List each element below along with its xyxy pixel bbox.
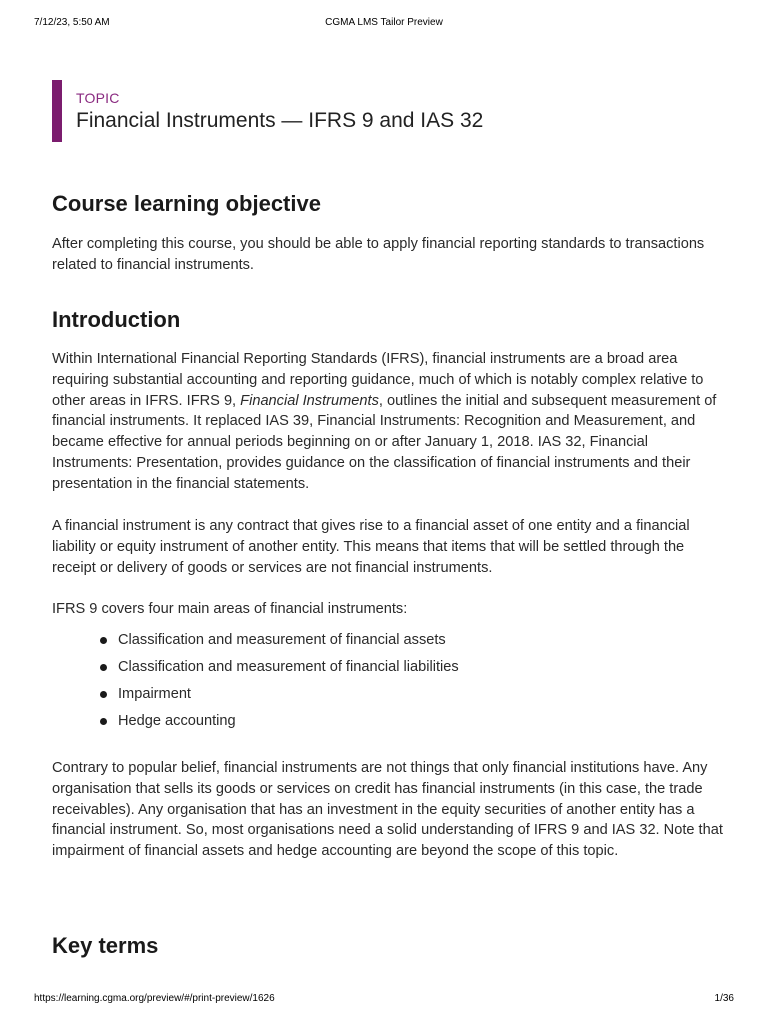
topic-label: TOPIC [76, 90, 120, 106]
topic-title: Financial Instruments — IFRS 9 and IAS 32 [76, 109, 484, 132]
print-url: https://learning.cgma.org/preview/#/print-preview/1626 [34, 993, 275, 1004]
page-number: 1/36 [714, 993, 734, 1004]
introduction-paragraph-4: Contrary to popular belief, financial instruments are not things that only financial institutions have. Any organisation that sells its goods or services on credit has financial instruments (in this case, the trade receivables). Any organisation that has an investment in the equity securities of another entity has a financial instrument. So, most organisations need a solid understanding of IFRS 9 and IAS 32. Note that impairment of financial assets and hedge accounting are beyond the scope of this topic. [52, 760, 723, 860]
print-date: 7/12/23, 5:50 AM [34, 17, 110, 28]
ifrs9-areas-list [52, 630, 724, 738]
topic-accent-bar [52, 80, 62, 142]
list-item-text: Classification and measurement of financial liabilities [118, 659, 459, 675]
intro-p1-text-end: , outlines the initial and subsequent measurement of financial instruments. It replaced IAS 39, Financial Instruments: Recognition and Measurement, and became effective for annual periods beginning on or after January 1, 2018. IAS 32, Financial Instruments: Presentation, provides guidance on the classification of financial instruments and their presentation in the financial statements. [52, 392, 717, 492]
bullet-icon [100, 691, 107, 698]
bullet-icon [100, 664, 107, 671]
print-footer [34, 993, 734, 1007]
objective-text: After completing this course, you should be able to apply financial reporting standards to transactions related to financial instruments. [52, 236, 705, 273]
intro-p1-italic-title: Financial Instruments [240, 392, 379, 409]
introduction-paragraph-2: A financial instrument is any contract that gives rise to a financial asset of one entity and a financial liability or equity instrument of another entity. This means that items that will be settled through the receipt or delivery of goods or services are not financial instruments. [52, 518, 690, 576]
objective-heading: Course learning objective [52, 191, 321, 216]
intro-p1-text-start: Within International Financial Reporting Standards (IFRS), financial instruments are a broad area requiring substantial accounting and reporting guidance, much of which is notably complex relative to other areas in IFRS. IFRS 9, [52, 351, 704, 409]
list-item-text: Impairment [118, 686, 191, 702]
list-item [52, 630, 724, 657]
bullet-icon [100, 718, 107, 725]
print-page-title: CGMA LMS Tailor Preview [325, 17, 443, 28]
topic-banner [52, 80, 712, 142]
print-header [34, 17, 734, 31]
list-item [52, 684, 724, 711]
bullet-icon [100, 637, 107, 644]
introduction-paragraph-1 [52, 349, 724, 495]
list-item-text: Classification and measurement of financial assets [118, 632, 446, 648]
list-item [52, 657, 724, 684]
key-terms-heading: Key terms [52, 933, 159, 958]
introduction-heading: Introduction [52, 307, 181, 332]
list-item [52, 711, 724, 738]
list-item-text: Hedge accounting [118, 713, 236, 729]
introduction-paragraph-3: IFRS 9 covers four main areas of financial instruments: [52, 601, 408, 617]
